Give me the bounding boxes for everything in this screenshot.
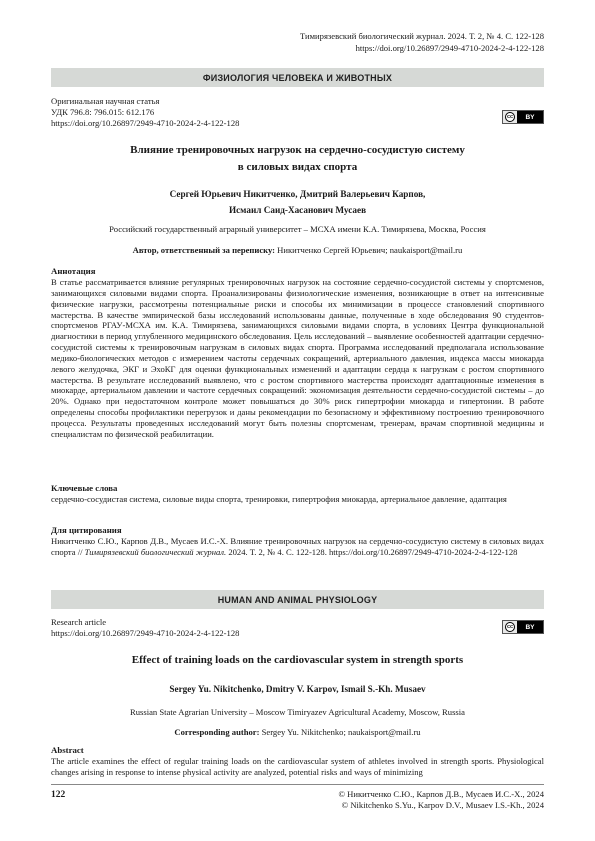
abstract-text-en: The article examines the effect of regular training loads on the cardiovascular system of athletes involved in strength sports. Physiological changes arising in response to intense physical activity are analyzed, potential risks and ways of minimizing — [51, 756, 544, 777]
citation-heading-ru: Для цитирования — [51, 525, 122, 535]
by-icon: BY — [517, 111, 543, 123]
article-meta-en — [51, 617, 239, 639]
article-type: Оригинальная научная статья — [51, 96, 160, 106]
copyright-block — [338, 789, 544, 811]
keywords-text-ru: сердечно-сосудистая система, силовые виды спорта, тренировки, гипертрофия миокарда, артериальное давление, адаптация — [51, 494, 507, 504]
article-meta-ru — [51, 96, 239, 130]
authors-ru: Сергей Юрьевич Никитченко, Дмитрий Валерьевич Карпов, Исмаил Саид-Хасанович Мусаев — [169, 189, 426, 215]
corresponding-author-ru: Автор, ответственный за переписку: Никитченко Сергей Юрьевич; naukaisport@mail.ru — [132, 245, 463, 255]
citation-text-ru: Никитченко С.Ю., Карпов Д.В., Мусаев И.С.-Х. Влияние тренировочных нагрузок на сердечно-сосудистую систему в силовых видах спорта // Тимирязевский биологический журнал. 2024. Т. 2, № 4. С. 122-128. https://doi.org/10.26897/2949-4710-2024-2-4-122-128 — [51, 536, 544, 557]
article-type: Research article — [51, 617, 107, 627]
cc-icon: cc — [506, 114, 514, 120]
footer-divider — [51, 784, 544, 785]
article-title-en: Effect of training loads on the cardiovascular system in strength sports — [131, 654, 464, 666]
corresponding-author-en: Corresponding author: Sergey Yu. Nikitchenko; naukaisport@mail.ru — [174, 727, 421, 737]
cc-by-license-badge[interactable] — [502, 110, 544, 124]
affiliation-ru: Российский государственный аграрный университет – МСХА имени К.А. Тимирязева, Москва, Россия — [109, 224, 486, 234]
page-number: 122 — [51, 790, 66, 800]
cc-by-license-badge[interactable] — [502, 620, 544, 634]
journal-citation-line: Тимирязевский биологический журнал. 2024. Т. 2, № 4. С. 122-128 — [299, 31, 544, 41]
authors-en: Sergey Yu. Nikitchenko, Dmitry V. Karpov, Ismail S.-Kh. Musaev — [169, 684, 426, 694]
doi-link[interactable]: https://doi.org/10.26897/2949-4710-2024-2-4-122-128 — [355, 43, 544, 53]
doi-link[interactable]: https://doi.org/10.26897/2949-4710-2024-2-4-122-128 — [51, 118, 240, 129]
cc-icon: cc — [506, 624, 514, 630]
section-band-ru: ФИЗИОЛОГИЯ ЧЕЛОВЕКА И ЖИВОТНЫХ — [51, 68, 544, 87]
article-title-ru: Влияние тренировочных нагрузок на сердечно-сосудистую систему в силовых видах спорта — [130, 144, 465, 173]
abstract-heading-en: Abstract — [51, 745, 84, 755]
section-band-en: HUMAN AND ANIMAL PHYSIOLOGY — [51, 590, 544, 609]
running-header — [300, 30, 544, 54]
keywords-heading-ru: Ключевые слова — [51, 483, 118, 493]
by-icon: BY — [517, 621, 543, 633]
udk-code: УДК 796.8: 796.015: 612.176 — [51, 107, 155, 118]
affiliation-en: Russian State Agrarian University – Moscow Timiryazev Agricultural Academy, Moscow, Russia — [130, 707, 465, 717]
doi-link[interactable]: https://doi.org/10.26897/2949-4710-2024-2-4-122-128 — [51, 628, 240, 639]
copyright-en: © Nikitchenko S.Yu., Karpov D.V., Musaev I.S.-Kh., 2024 — [341, 800, 544, 810]
abstract-heading-ru: Аннотация — [51, 266, 96, 276]
abstract-text-ru: В статье рассматривается влияние регулярных тренировочных нагрузок на состояние сердечно-сосудистой системы у спортсменов, занимающихся силовыми видами спорта. Проанализированы физиологические изменения, возникающие в ответ на интенсивные физические нагрузки, рассмотрены потенциальные риски и способы их минимизации в процессе становлений спортивного мастерства. В качестве эмпирической базы исследований использованы данные, полученные в ходе обследования 90 студентов-спортсменов РГАУ-МСХА им. К.А. Тимирязева, занимающихся силовыми видами спорта, в условиях Центра функциональной диагностики в период углубленного медицинского обследования. Цель исследований – выявление особенностей адаптации сердечно-сосудистой системы к тренировочным нагрузкам в силовых видах спорта. Программа исследований предполагала использование медико-биологических методов с измерением частоты сердечных сокращений, артериального давления, индекса массы миокарда левого желудочка, ЭКГ и ЭхоКГ для оценки функциональных изменений и адаптации сердца к нагрузкам с ростом спортивного мастерства. В результате исследований выявлено, что с ростом спортивного мастерства происходят адаптационные изменения в миокарде, артериальном давлении и частоте сердечных сокращений: экономизация деятельности сердечно-сосудистой системы – до 20%. Однако при недостаточном контроле может повышаться до 30% риск гипертрофии миокарда и гипертонии. В работе определены способы профилактики перегрузок и даны рекомендации по безопасному и эффективному построению тренировочного процесса. Результаты проведенных исследований могут быть полезны спортсменам, тренерам, врачам спортивной медицины и специалистам по физической реабилитации. — [51, 277, 544, 439]
copyright-ru: © Никитченко С.Ю., Карпов Д.В., Мусаев И.С.-Х., 2024 — [338, 789, 544, 799]
